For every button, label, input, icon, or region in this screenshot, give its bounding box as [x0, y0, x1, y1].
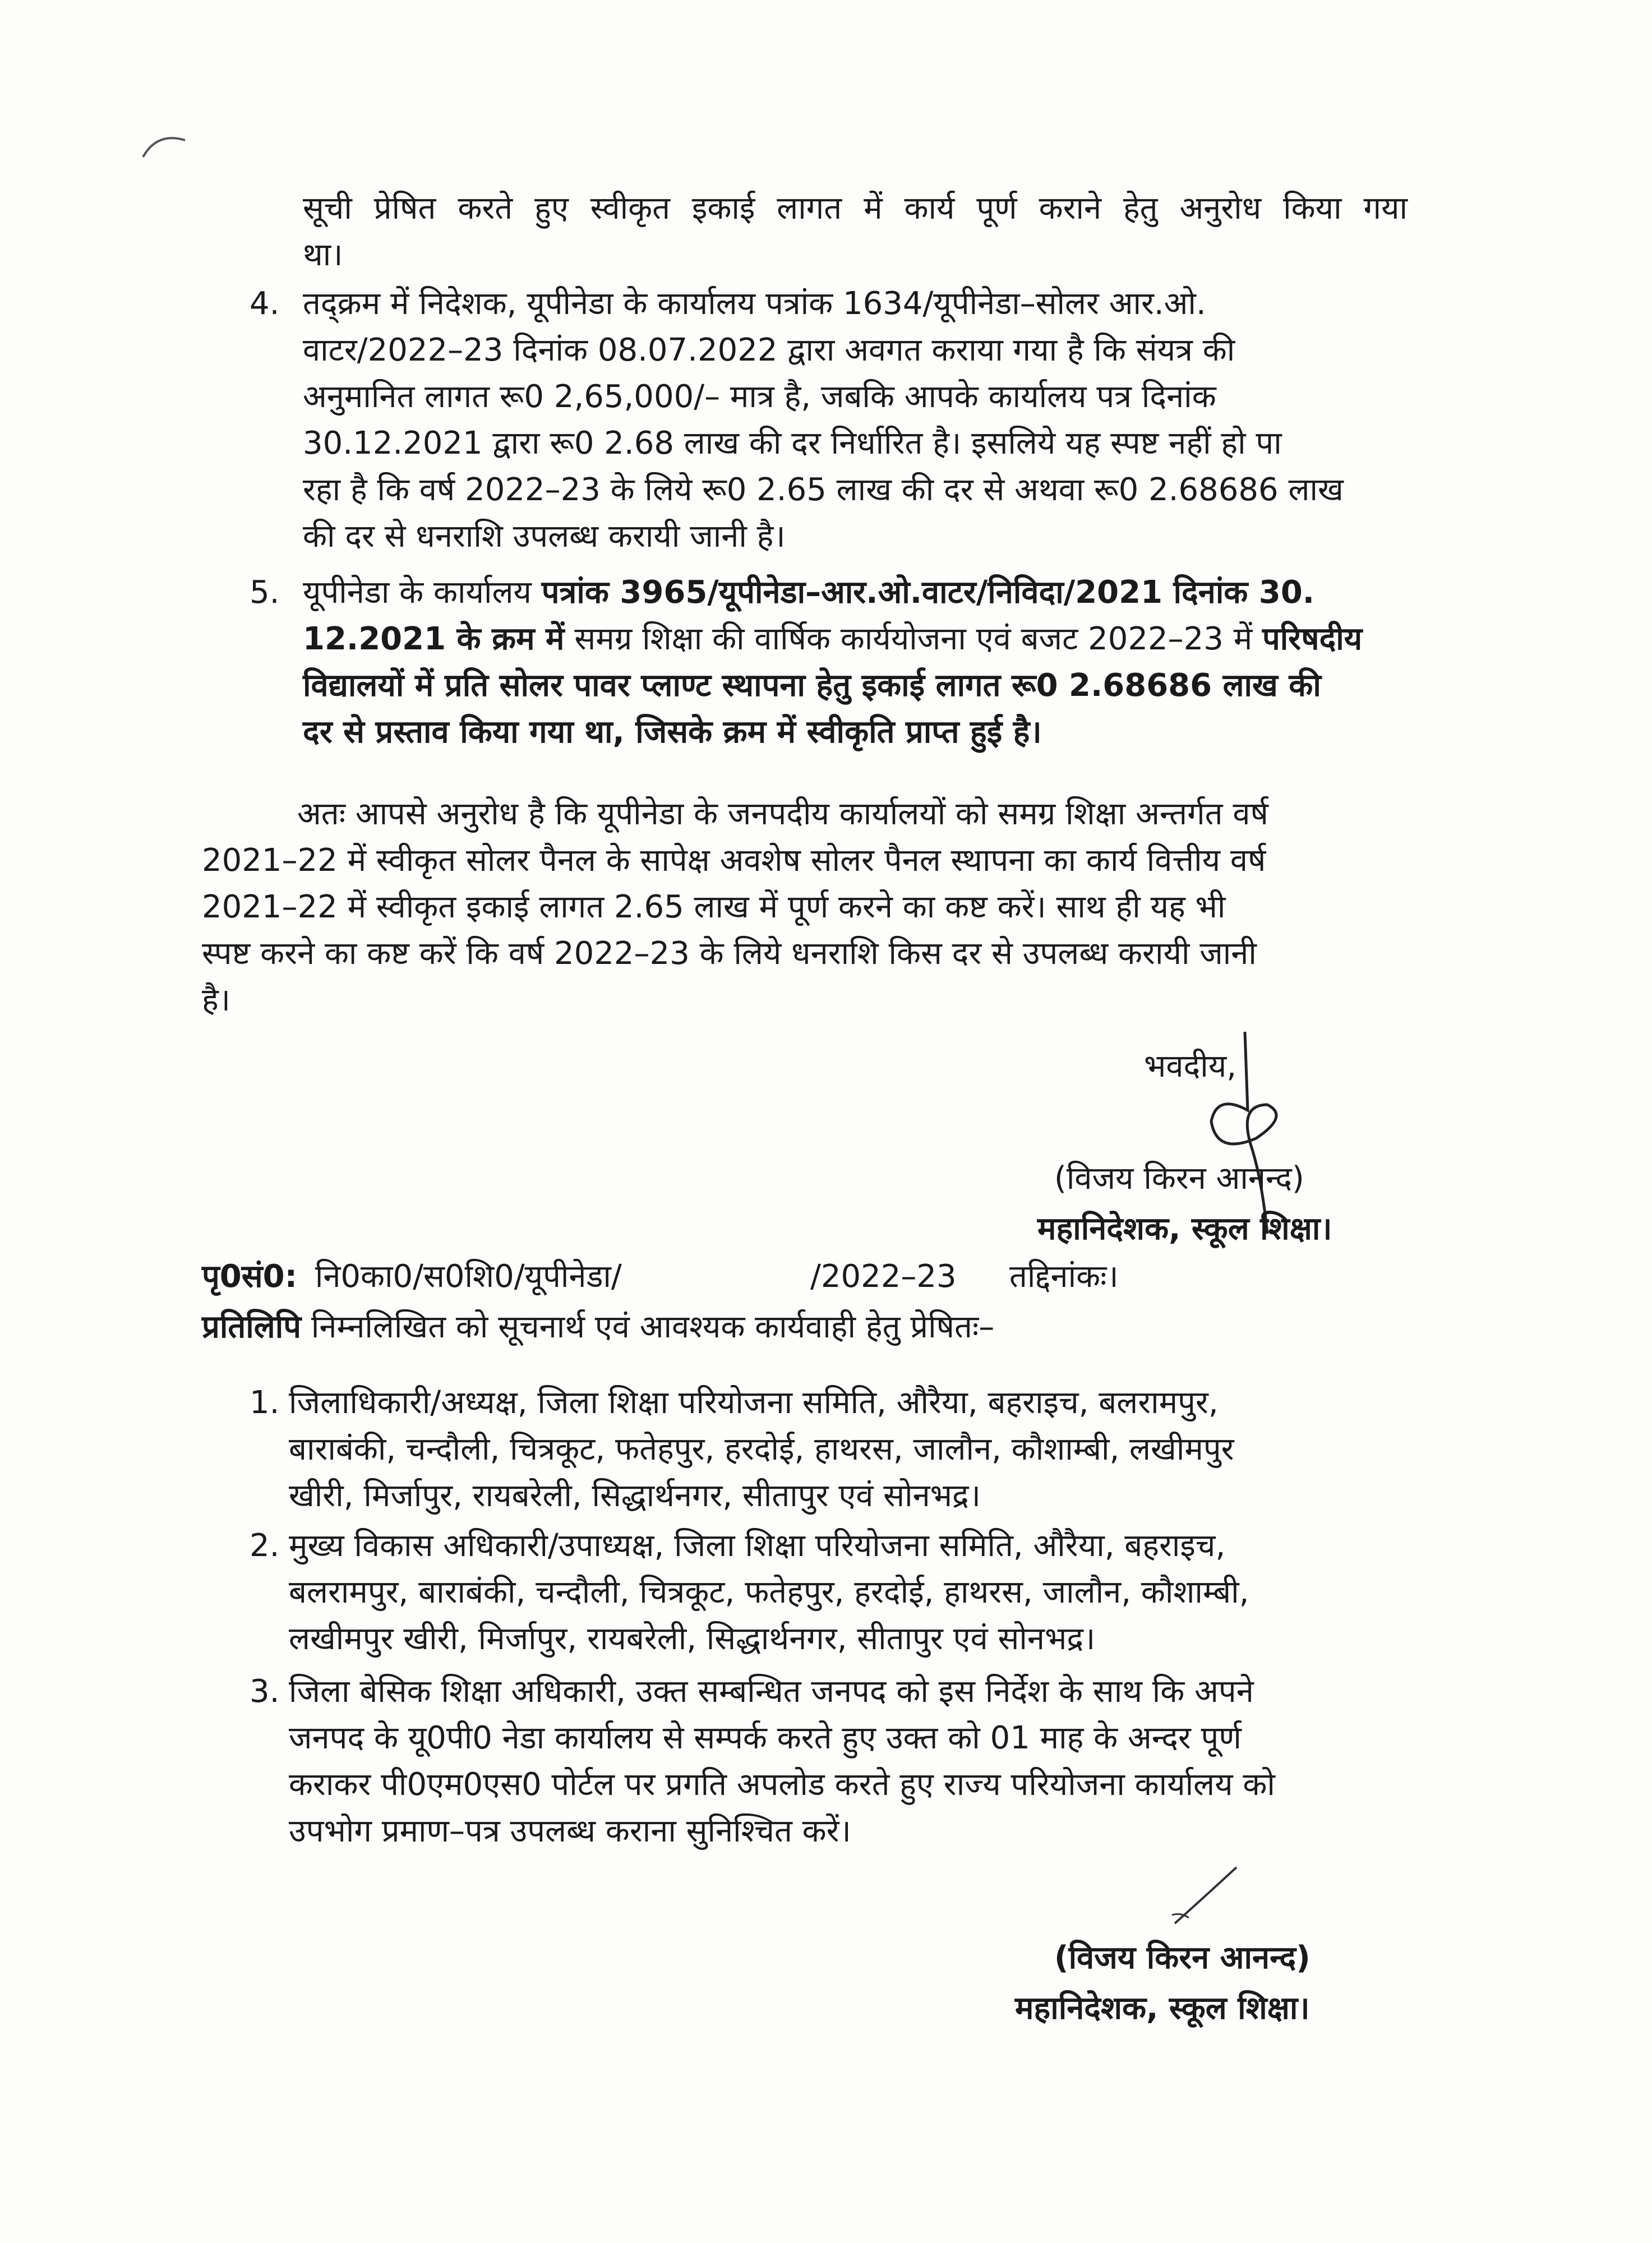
copy-item-3-text — [289, 1668, 1408, 1854]
paragraph-continuation — [303, 185, 1408, 278]
copy-heading — [202, 1304, 994, 1350]
corner-scribble — [140, 129, 191, 163]
item-5-bold-part: पत्रांक 3965/यूपीनेडा–आर.ओ.वाटर/निविदा/2021 दिनांक 30. — [541, 574, 1315, 611]
item-5-line: दर से प्रस्ताव किया गया था, जिसके क्रम में स्वीकृति प्राप्त हुई है। — [303, 714, 1042, 750]
copy-item-1-number: 1. — [250, 1384, 280, 1421]
item-4-line: रहा है कि वर्ष 2022–23 के लिये रू0 2.65 लाख की दर से अथवा रू0 2.68686 लाख — [303, 472, 1344, 508]
signatory-designation-2: महानिदेशक, स्कूल शिक्षा। — [1015, 1990, 1310, 2027]
item-4-line: तद्क्रम में निदेशक, यूपीनेडा के कार्यालय पत्रांक 1634/यूपीनेडा–सोलर आर.ओ. — [303, 285, 1206, 322]
request-line: स्पष्ट करने का कष्ट करें कि वर्ष 2022–23 के लिये धनराशि किस दर से उपलब्ध करायी जानी — [202, 935, 1257, 972]
reference-date: तद्दिनांकः। — [1009, 1258, 1119, 1295]
item-5-text — [303, 569, 1408, 755]
request-paragraph — [202, 791, 1408, 1023]
paragraph-line: सूची प्रेषित करते हुए स्वीकृत इकाई लागत में कार्य पूर्ण कराने हेतु अनुरोध किया गया — [303, 190, 1408, 227]
item-4-line: अनुमानित लागत रू0 2,65,000/– मात्र है, जबकि आपके कार्यालय पत्र दिनांक — [303, 379, 1216, 415]
item-5-number: 5. — [250, 574, 280, 611]
copy-item-2-text — [289, 1522, 1408, 1662]
closing-text: भवदीय, — [1144, 1048, 1237, 1084]
request-line: 2021–22 में स्वीकृत सोलर पैनल के सापेक्ष अवशेष सोलर पैनल स्थापना का कार्य वित्तीय वर्ष — [202, 842, 1266, 879]
copy-item-line: जिला बेसिक शिक्षा अधिकारी, उक्त सम्बन्धित जनपद को इस निर्देश के साथ कि अपने — [289, 1673, 1254, 1710]
copy-item-line: जनपद के यू0पी0 नेडा कार्यालय से सम्पर्क करते हुए उक्त को 01 माह के अन्दर पूर्ण — [289, 1720, 1242, 1756]
copy-label: प्रतिलिपि — [202, 1309, 302, 1345]
item-4-line: वाटर/2022–23 दिनांक 08.07.2022 द्वारा अवगत कराया गया है कि संयत्र की — [303, 332, 1235, 368]
copy-item-1-text — [289, 1379, 1408, 1519]
request-line: 2021–22 में स्वीकृत इकाई लागत 2.65 लाख में पूर्ण करने का कष्ट करें। साथ ही यह भी — [202, 889, 1226, 925]
reference-number: नि0का0/स0शि0/यूपीनेडा/ — [315, 1258, 622, 1295]
copy-item-line: बलरामपुर, बाराबंकी, चन्दौली, चित्रकूट, फतेहपुर, हरदोई, हाथरस, जालौन, कौशाम्बी, — [289, 1574, 1249, 1610]
item-5-text-part: यूपीनेडा के कार्यालय — [303, 574, 542, 611]
item-5-line: विद्यालयों में प्रति सोलर पावर प्लाण्ट स्थापना हेतु इकाई लागत रू0 2.68686 लाख की — [303, 667, 1321, 704]
reference-label: पृ0सं0: — [202, 1258, 297, 1295]
copy-item-line: उपभोग प्रमाण–पत्र उपलब्ध कराना सुनिश्चित करें। — [289, 1813, 851, 1849]
copy-text: निम्नलिखित को सूचनार्थ एवं आवश्यक कार्यवाही हेतु प्रेषितः– — [301, 1309, 995, 1345]
item-5-text-part: समग्र शिक्षा की वार्षिक कार्ययोजना एवं बजट 2022–23 में — [564, 621, 1262, 657]
item-4-line: 30.12.2021 द्वारा रू0 2.68 लाख की दर निर्धारित है। इसलिये यह स्पष्ट नहीं हो पा — [303, 425, 1282, 461]
item-5-line — [303, 569, 1408, 616]
item-4-line: की दर से धनराशि उपलब्ध करायी जानी है। — [303, 518, 786, 555]
copy-item-line: कराकर पी0एम0एस0 पोर्टल पर प्रगति अपलोड करते हुए राज्य परियोजना कार्यालय को — [289, 1766, 1275, 1803]
initial-mark — [1166, 1862, 1245, 1929]
copy-item-3-number: 3. — [250, 1673, 280, 1710]
copy-item-2-number: 2. — [250, 1527, 280, 1564]
paragraph-line: था। — [303, 237, 343, 273]
copy-item-line: जिलाधिकारी/अध्यक्ष, जिला शिक्षा परियोजना समिति, औरैया, बहराइच, बलरामपुर, — [289, 1384, 1219, 1421]
item-4-number: 4. — [250, 285, 280, 322]
item-5-bold-part: 12.2021 के क्रम में — [303, 621, 565, 657]
request-line: अतः आपसे अनुरोध है कि यूपीनेडा के जनपदीय कार्यालयों को समग्र शिक्षा अन्तर्गत वर्ष — [297, 796, 1268, 832]
item-5-bold-part: परिषदीय — [1262, 621, 1363, 657]
copy-item-line: लखीमपुर खीरी, मिर्जापुर, रायबरेली, सिद्धार्थनगर, सीतापुर एवं सोनभद्र। — [289, 1621, 1096, 1657]
item-4-text — [303, 280, 1408, 560]
request-line: है। — [202, 982, 230, 1018]
signatory-designation: महानिदेशक, स्कूल शिक्षा। — [1037, 1211, 1332, 1247]
reference-year: /2022–23 — [810, 1258, 957, 1295]
reference-line — [202, 1253, 622, 1300]
signatory-name-2: (विजय किरन आनन्द) — [1054, 1940, 1310, 1976]
copy-item-line: बाराबंकी, चन्दौली, चित्रकूट, फतेहपुर, हरदोई, हाथरस, जालौन, कौशाम्बी, लखीमपुर — [289, 1431, 1234, 1467]
copy-item-line: खीरी, मिर्जापुर, रायबरेली, सिद्धार्थनगर, सीतापुर एवं सोनभद्र। — [289, 1478, 981, 1514]
item-5-line — [303, 616, 1408, 662]
copy-item-line: मुख्य विकास अधिकारी/उपाध्यक्ष, जिला शिक्षा परियोजना समिति, औरैया, बहराइच, — [289, 1527, 1226, 1564]
signatory-name: (विजय किरन आनन्द) — [1054, 1160, 1304, 1197]
